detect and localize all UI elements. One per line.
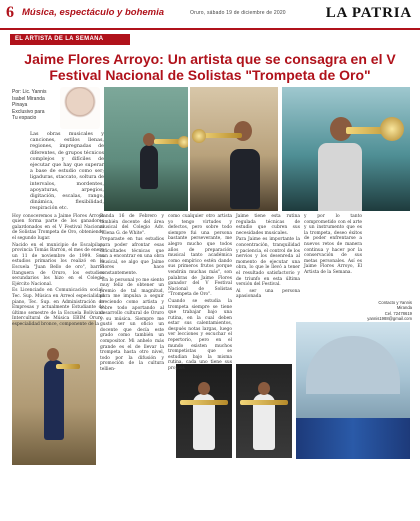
paragraph: Cuando se estudia la trompeta siempre se tiene que trabajar bajo una rutina, en la cual deben estar sus calentamientos, después notas largas, luego ver lecciones y escuchar el repertorio, pero en el mundo existen muchos trompetistas que se estudian bajo la misma rutina, cada uno tiene sus propios — [168, 298, 232, 372]
headline: Jaime Flores Arroyo: Un artista que se consagra en el V Festival Nacional de Solistas "Trompeta de Oro" — [24, 51, 396, 83]
article-column-4 — [236, 214, 300, 301]
date-line: Oruro, sábado 19 de diciembre de 2020 — [190, 10, 286, 16]
photo-trumpet-portrait — [190, 87, 278, 211]
credit-line: Cel. 72478619 — [384, 310, 412, 316]
paragraph: Las obras musicales y canciones, estilos llenas, regiones, impregnadas de diferentes, de grupos técnicos complejos y difíciles de ejecutar que hay que superar a base de estudio como ser; ligaduras, staccato, soltura de intervalos, mordentes, apoyaturas, arpegios, digitación, escalas, rango, dinámica, flexibilidad, respiración etc. — [30, 132, 104, 212]
paragraph: Para Jaime es importante la concentración, tranquilidad y paciencia, el control de los nervios y los desenreda al momento de ejecutar una obra, lo que le llevó a tener el resultado satisfactorio y de triunfo en esta última versión del Festival. — [236, 237, 300, 288]
author-portrait — [60, 87, 100, 129]
paragraph: como cualquier otro artista yo tengo virtudes y defectos, pero sobre todo siempre fui una persona bastante perseverante, me alegro mucho que todos años de preparación musical tanto académica como empírico estén dando sus primeros frutos porque vendrán muchas más", son palabras de Jaime Flores ganador del V Festival Nacional de Solistas "Trompeta de Oro". — [168, 214, 232, 298]
section-title: Música, espectáculo y bohemia — [22, 7, 165, 18]
byline-line: Exclusivo para — [12, 108, 45, 115]
paragraph: Es Licenciado en Comunicación social, Tec. Sup. Música en Arreol especialidad piano, Tec. Sup. en Administración de Empresas y actualmente Estudiante de último semestre de la Escuela Boliviana Intercultural de Música EBIM Oruro, especialidad bronce, componente de la — [12, 288, 104, 327]
paragraph: Jaime tiene esta rutina regulada técnicas de estudio que cubren sus necesidades musicales. — [236, 214, 300, 236]
section-tag: EL ARTISTA DE LA SEMANA — [10, 34, 130, 45]
paragraph: y por lo tanto comprometido con el arte y un instrumento que es la trompeta, deseo éxitos de poder enfrentarse a nuevos retos de manera continua y hacer por la conservación de sus metas personales. Así es Jaime Flores Arroyo, El Artista de la Semana. — [304, 214, 362, 275]
photo-standing-stage — [12, 320, 96, 465]
byline-line: Isabel Miranda Pinaya — [12, 95, 45, 108]
byline-line: Tu espacio — [12, 115, 37, 121]
article-column-2 — [100, 214, 164, 374]
paragraph: Nacido en el municipio de Escalpilas, provincia Tomás Barrón, el mes de enero un 11 de noviembre de 1999. Sus estudios primarios los realizó en la Escuela "Juan Bello de oro", barrio Itanguera de Oruro, los estudios secundarios los hizo en el Colegio Ejército Nacional. — [12, 242, 104, 287]
paragraph: Preparaste en tus estudios para poder afrontar esas dificultades técnicas que van a encontrar en una obra musical, se algo que Jaime Flores hace constantemente. — [100, 237, 164, 276]
author-credit — [366, 300, 412, 322]
article-column-3 — [168, 214, 232, 373]
paragraph: Banda 16 de Febrero y también docente del área musical del Colegio Adv. "Elena G. de White". — [100, 214, 164, 236]
byline — [12, 89, 58, 122]
article-column-1 — [12, 132, 104, 329]
article-column-5 — [304, 214, 362, 277]
photo-trumpet-closeup — [282, 87, 410, 211]
photo-trumpet-performance — [104, 87, 188, 211]
byline-line: Por: Lic. Yannis — [12, 89, 47, 95]
credit-line: Contacto y Yannis Miranda — [378, 300, 412, 311]
photo-white-uniform-2 — [236, 364, 292, 458]
paragraph: "En lo personal yo me siento muy feliz de obtener un premio de tal magnitud, para me impulsa a seguir creciendo como artista y sobre todo aportando al desarrollo cultural de Oruro y su música. Siempre me gustó ser un oficio un docente que decía este grado como también un compositor. Mi anhelo más grande es el de llevar la trompeta hasta otro nivel, todo por la difusión y promoción de la cultura tellien- — [100, 277, 164, 373]
photo-white-uniform — [176, 364, 232, 458]
page-number: 6 — [6, 4, 14, 21]
paragraph: Hoy conoceremos a Jaime Flores Arroyo quien forma parte de los ganadores galardonados en el V Festival Nacional de Solistas Trompeta de Oro, obteniendo el segundo lugar. — [12, 213, 104, 242]
newspaper-brand: LA PATRIA — [325, 5, 412, 21]
photo-band-group — [296, 322, 410, 459]
page-header — [0, 0, 420, 30]
credit-line: yannis1988@gmail.com — [367, 316, 412, 322]
paragraph: Al ser una persona apasionada — [236, 288, 300, 300]
